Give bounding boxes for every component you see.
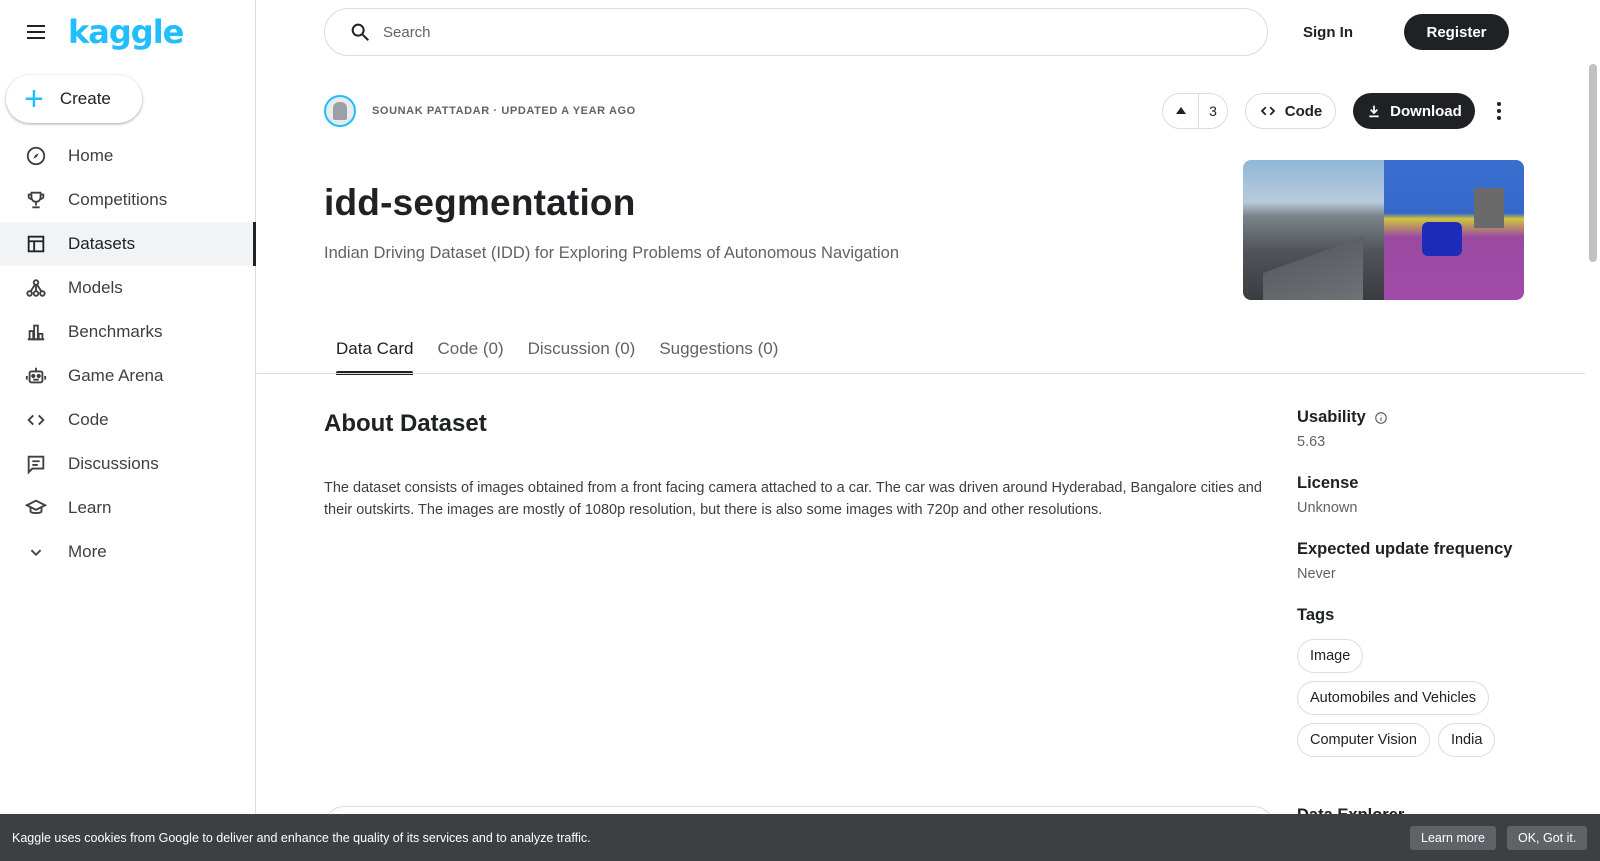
license-label: License — [1297, 474, 1359, 492]
comments-icon — [24, 452, 48, 476]
about-heading: About Dataset — [324, 410, 487, 437]
about-description: The dataset consists of images obtained from a front facing camera attached to a car. The car was driven around Hyderabad, Bangalore cities and their outskirts. The images are mostly of 1080p resolution, but there is also some images with 720p and other resolutions. — [324, 480, 1262, 518]
models-icon — [24, 276, 48, 300]
sidebar-item-discussions[interactable] — [0, 442, 256, 486]
sidebar-item-models[interactable] — [0, 266, 256, 310]
sidebar-nav — [0, 134, 256, 574]
tab-code[interactable]: Code (0) — [437, 339, 504, 358]
search-icon — [349, 21, 371, 43]
bar-chart-icon — [24, 320, 48, 344]
menu-icon[interactable] — [24, 20, 48, 44]
sidebar-item-datasets[interactable] — [0, 222, 256, 266]
cookie-message: Kaggle uses cookies from Google to deliver and enhance the quality of its services and to analyze traffic. — [12, 830, 591, 845]
tag-chip[interactable]: Automobiles and Vehicles — [1297, 681, 1489, 715]
page-title: idd-segmentation — [324, 182, 636, 223]
main-content — [257, 0, 1585, 861]
metadata-panel — [1297, 408, 1557, 757]
license-value: Unknown — [1297, 500, 1358, 516]
tab-divider — [257, 373, 1589, 374]
segmentation-mask — [1384, 160, 1525, 300]
tag-chip[interactable]: India — [1438, 723, 1495, 757]
code-button-label: Code — [1284, 102, 1323, 120]
kaggle-logo[interactable]: kaggle — [68, 13, 184, 51]
sidebar-item-benchmarks[interactable] — [0, 310, 256, 354]
road-photo — [1243, 160, 1384, 300]
avatar[interactable] — [324, 95, 356, 127]
code-icon — [1259, 102, 1277, 120]
sidebar — [0, 0, 256, 861]
tag-list — [1297, 639, 1527, 757]
sidebar-item-label: Home — [68, 146, 114, 165]
scrollbar-thumb[interactable] — [1589, 64, 1597, 262]
sidebar-item-label: Code — [68, 410, 109, 429]
search-input[interactable] — [324, 8, 1268, 56]
cookie-banner — [0, 814, 1600, 861]
sidebar-item-label: Discussions — [68, 454, 159, 473]
download-icon — [1366, 103, 1382, 119]
update-frequency-value: Never — [1297, 566, 1336, 582]
sidebar-item-label: More — [68, 542, 107, 561]
create-label: Create — [59, 89, 111, 108]
sidebar-item-game-arena[interactable] — [0, 354, 256, 398]
tag-chip[interactable]: Image — [1297, 639, 1363, 673]
learn-more-button[interactable]: Learn more — [1410, 826, 1496, 850]
tab-data-card[interactable]: Data Card — [324, 325, 425, 373]
cookie-ok-button[interactable]: OK, Got it. — [1507, 826, 1587, 850]
code-button[interactable] — [1245, 93, 1336, 129]
usability-heading — [1297, 408, 1557, 427]
sidebar-item-code[interactable] — [0, 398, 256, 442]
usability-label: Usability — [1297, 408, 1366, 426]
download-button[interactable] — [1353, 93, 1475, 129]
sign-in-button[interactable]: Sign In — [1303, 23, 1353, 41]
tab-discussion[interactable]: Discussion (0) — [527, 339, 636, 358]
page-subtitle: Indian Driving Dataset (IDD) for Exploring Problems of Autonomous Navigation — [324, 244, 900, 262]
table-icon — [24, 232, 48, 256]
plus-icon: + — [24, 80, 44, 118]
owner-updated-text[interactable]: SOUNAK PATTADAR · UPDATED A YEAR AGO — [372, 105, 636, 117]
trophy-icon — [24, 188, 48, 212]
sidebar-item-label: Datasets — [68, 234, 136, 253]
chevron-down-icon — [24, 540, 48, 564]
create-button[interactable] — [6, 75, 142, 123]
download-button-label: Download — [1390, 102, 1462, 120]
school-icon — [24, 496, 48, 520]
sidebar-item-learn[interactable] — [0, 486, 256, 530]
sidebar-header — [0, 0, 255, 64]
scrollbar[interactable] — [1585, 0, 1600, 861]
tab-bar — [324, 325, 790, 373]
code-icon — [24, 408, 48, 432]
vote-count: 3 — [1209, 103, 1217, 119]
sidebar-item-label: Learn — [68, 498, 112, 517]
update-frequency-label: Expected update frequency — [1297, 540, 1513, 558]
owner-row — [324, 95, 636, 127]
sidebar-item-label: Game Arena — [68, 366, 164, 385]
tags-label: Tags — [1297, 606, 1335, 624]
compass-icon — [24, 144, 48, 168]
robot-icon — [24, 364, 48, 388]
usability-value: 5.63 — [1297, 434, 1326, 450]
info-icon[interactable] — [1374, 411, 1388, 425]
search-placeholder: Search — [383, 23, 431, 41]
sidebar-item-label: Benchmarks — [68, 322, 163, 341]
sidebar-item-home[interactable] — [0, 134, 256, 178]
sidebar-item-label: Competitions — [68, 190, 168, 209]
sidebar-item-competitions[interactable] — [0, 178, 256, 222]
tag-chip[interactable]: Computer Vision — [1297, 723, 1430, 757]
more-options-icon[interactable] — [1487, 97, 1511, 125]
tab-suggestions[interactable]: Suggestions (0) — [659, 339, 779, 358]
upvote-arrow-icon[interactable] — [1163, 94, 1199, 128]
sidebar-item-more[interactable] — [0, 530, 256, 574]
dataset-thumbnail — [1243, 160, 1524, 300]
sidebar-item-label: Models — [68, 278, 123, 297]
register-button[interactable]: Register — [1404, 14, 1509, 50]
upvote-button[interactable] — [1162, 93, 1228, 129]
